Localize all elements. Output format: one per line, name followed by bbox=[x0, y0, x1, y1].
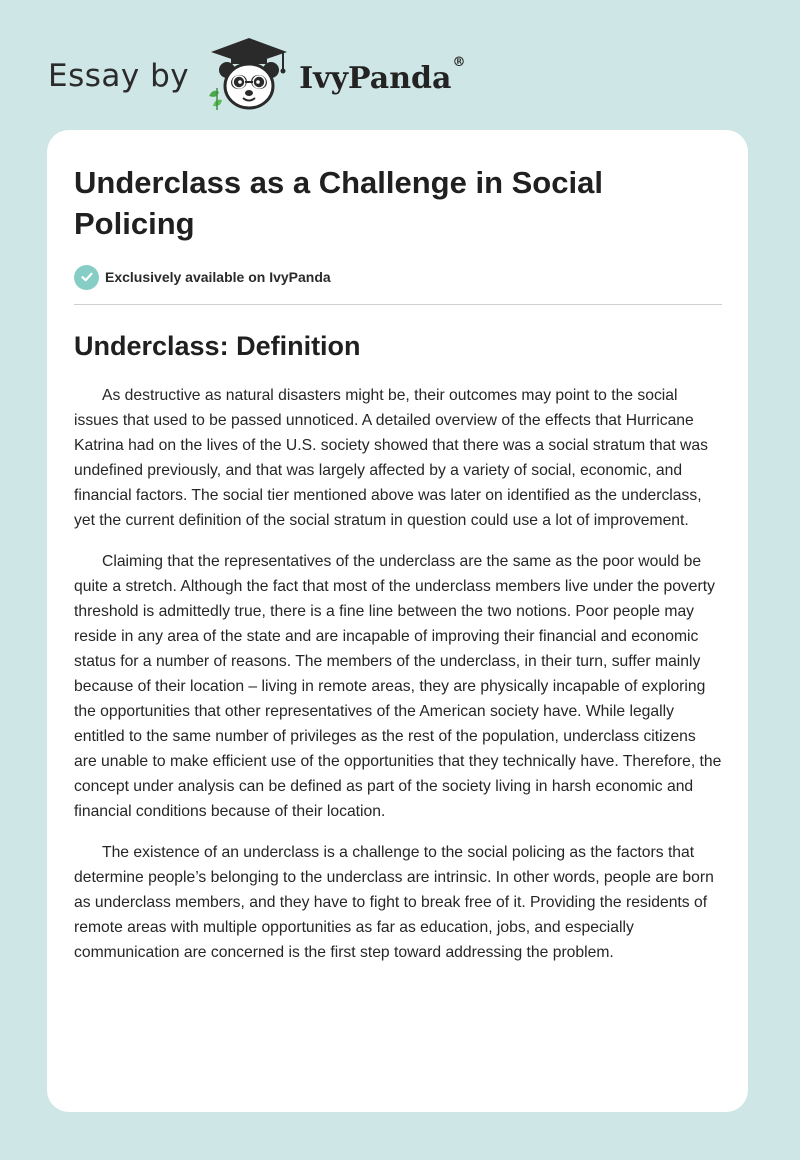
divider bbox=[74, 304, 722, 305]
registered-mark: ® bbox=[452, 54, 466, 70]
brand-prefix: Essay by bbox=[48, 58, 190, 94]
exclusive-badge bbox=[74, 264, 722, 290]
exclusive-text: Exclusively available on IvyPanda bbox=[105, 269, 331, 285]
brand-name-text: IvyPanda bbox=[299, 60, 452, 96]
paragraph-2: Claiming that the representatives of the underclass are the same as the poor would be quite a stretch. Although the fact that most of the underclass members live under the poverty threshold is admittedly true, there is a fine line between the two notions. Poor people may reside in any area of the state and are incapable of improving their financial and economic status for a number of reasons. The members of the underclass, in their turn, suffer mainly because of their location – living in remote areas, they are physically incapable of exploring the opportunities that other representatives of the American society have. While legally entitled to the same number of privileges as the rest of the population, underclass citizens are unable to make efficient use of the opportunities that they technically have. Therefore, the concept under analysis can be defined as part of the society living in harsh economic and financial conditions because of their location. bbox=[74, 553, 722, 820]
paragraph-3: The existence of an underclass is a challenge to the social policing as the factors that determine people’s belonging to the underclass are intrinsic. In other words, people are born as underclass members, and they have to fight to break free of it. Providing the residents of remote areas with multiple opportunities as far as education, jobs, and especially communication are concerned is the first step toward addressing the problem. bbox=[74, 844, 714, 961]
essay-title: Underclass as a Challenge in Social Policing bbox=[74, 165, 603, 241]
paragraph-1: As destructive as natural disasters might be, their outcomes may point to the social issues that used to be passed unnoticed. A detailed overview of the effects that Hurricane Katrina had on the lives of the U.S. society showed that there was a social stratum that was undefined previously, and that was largely affected by a variety of social, economic, and financial factors. The social tier mentioned above was later on identified as the underclass, yet the current definition of the social stratum in question could use a lot of improvement. bbox=[74, 387, 708, 529]
section-heading: Underclass: Definition bbox=[74, 331, 361, 361]
essay-card bbox=[47, 130, 748, 1112]
brand-name bbox=[299, 54, 466, 96]
panda-graduate-logo-icon[interactable] bbox=[203, 36, 295, 112]
brand-header bbox=[48, 34, 465, 114]
essay-body bbox=[74, 383, 722, 965]
check-circle-icon bbox=[74, 265, 99, 290]
